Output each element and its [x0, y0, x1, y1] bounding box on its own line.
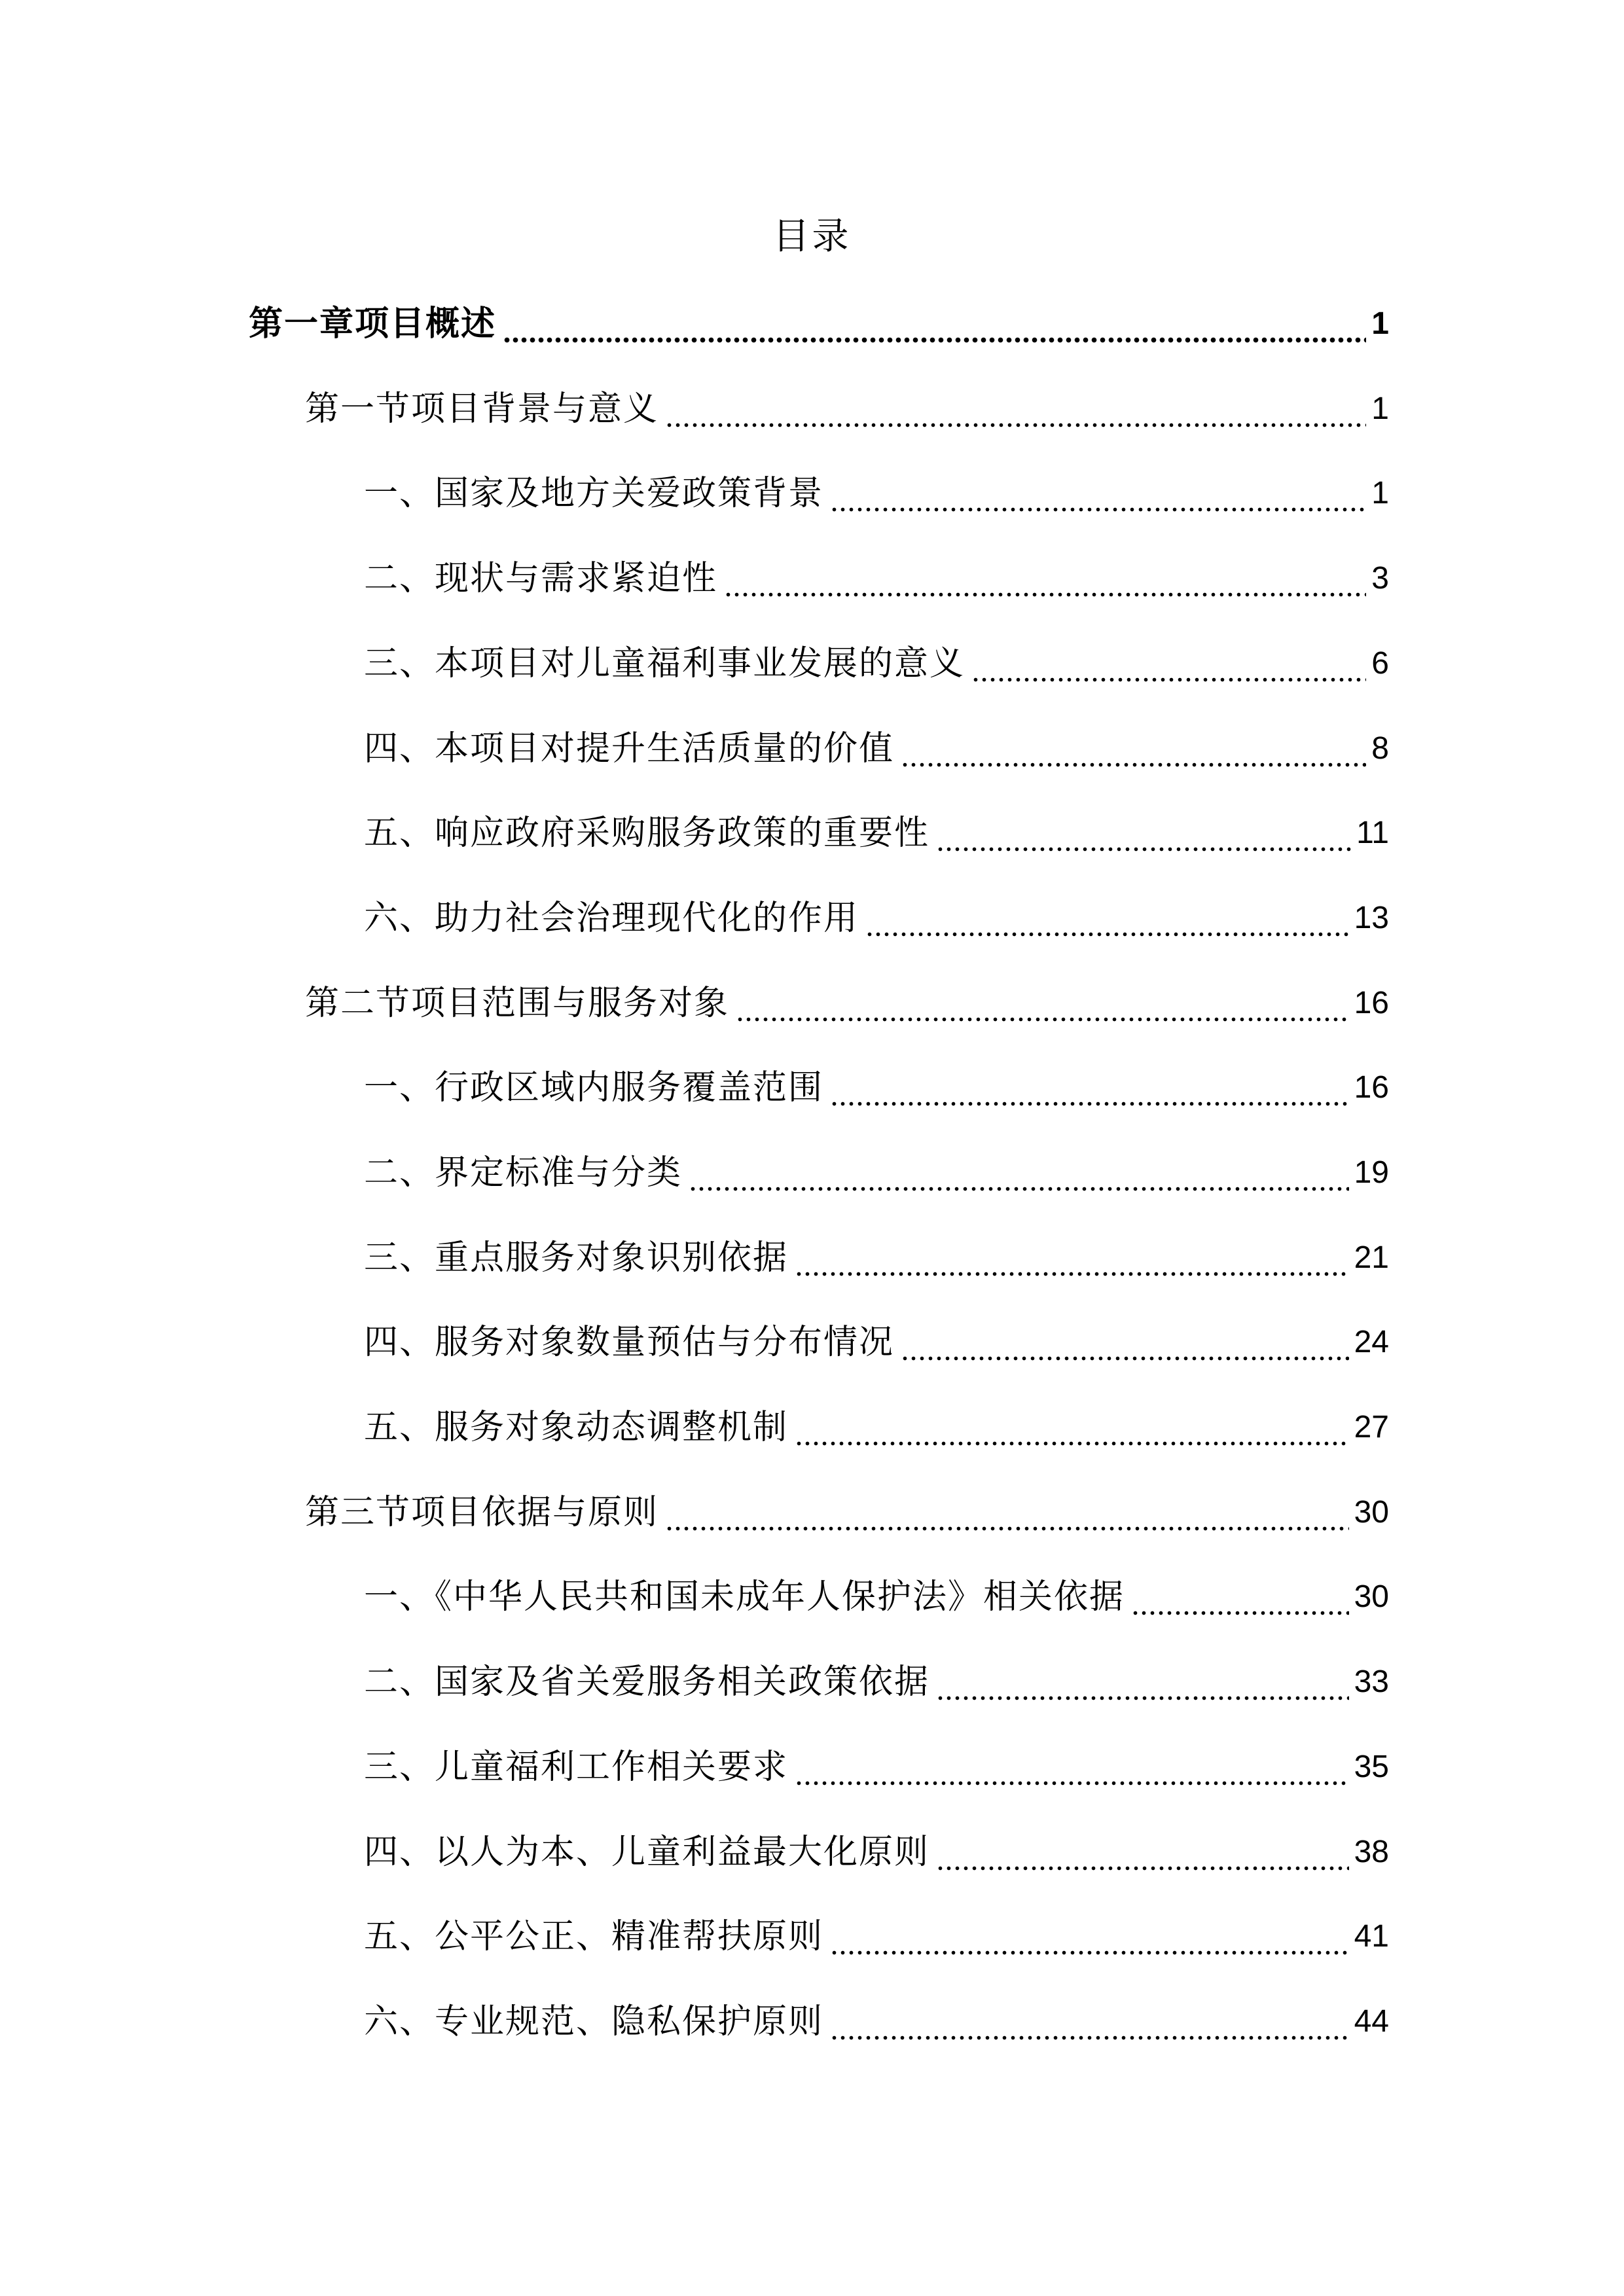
toc-dot-leader: [689, 1147, 1349, 1199]
toc-entry-text: 一、国家及地方关爱政策背景: [364, 474, 824, 513]
toc-entry-text: 六、专业规范、隐私保护原则: [364, 2002, 824, 2041]
toc-entry[interactable]: [364, 1401, 1389, 1454]
toc-page-number: 16: [1354, 986, 1389, 1020]
toc-dot-leader: [724, 552, 1366, 605]
toc-entry-text: 二、国家及省关爱服务相关政策依据: [364, 1662, 930, 1702]
toc-dot-leader: [795, 1741, 1349, 1793]
toc-entry-text: 第二节项目范围与服务对象: [305, 984, 730, 1023]
toc-page-number: 1: [1371, 476, 1389, 511]
toc-page-number: 24: [1354, 1325, 1389, 1359]
toc-entry[interactable]: [364, 637, 1389, 690]
toc-entry[interactable]: [364, 892, 1389, 944]
toc-entry-text: 一、行政区域内服务覆盖范围: [364, 1068, 824, 1107]
toc-entry-text: 五、响应政府采购服务政策的重要性: [364, 814, 930, 853]
toc-page-number: 44: [1354, 2004, 1389, 2039]
toc-entry[interactable]: [249, 298, 1389, 350]
toc-entry[interactable]: [364, 723, 1389, 775]
toc-entry[interactable]: [364, 1996, 1389, 2048]
toc-entry-text: 三、儿童福利工作相关要求: [364, 1748, 789, 1787]
toc-title: 目录: [772, 215, 852, 258]
toc-dot-leader: [936, 1656, 1349, 1708]
toc-entry[interactable]: [364, 552, 1389, 605]
toc-page-number: 35: [1354, 1749, 1389, 1784]
toc-entry-text: 二、现状与需求紧迫性: [364, 559, 718, 598]
toc-page-number: 21: [1354, 1240, 1389, 1275]
toc-dot-leader: [830, 1910, 1349, 1963]
toc-dot-leader: [936, 1826, 1349, 1878]
toc-dot-leader: [830, 1996, 1349, 2048]
toc-dot-leader: [901, 1316, 1349, 1369]
toc-page-number: 6: [1371, 646, 1389, 681]
toc-entry-text: 三、本项目对儿童福利事业发展的意义: [364, 644, 965, 683]
toc-entry[interactable]: [364, 1147, 1389, 1199]
toc-page-number: 1: [1371, 391, 1389, 426]
toc-page-number: 16: [1354, 1070, 1389, 1105]
toc-dot-leader: [665, 383, 1366, 435]
toc-dot-leader: [795, 1232, 1349, 1284]
toc-entry-text: 二、界定标准与分类: [364, 1153, 683, 1193]
toc-page-number: 41: [1354, 1919, 1389, 1954]
toc-page-number: 33: [1354, 1664, 1389, 1699]
toc-page-number: 19: [1354, 1155, 1389, 1190]
toc-page-number: 38: [1354, 1835, 1389, 1869]
toc-entry-text: 四、服务对象数量预估与分布情况: [364, 1323, 895, 1362]
toc-entry-text: 四、以人为本、儿童利益最大化原则: [364, 1833, 930, 1872]
toc-entry-text: 一、《中华人民共和国未成年人保护法》相关依据: [364, 1577, 1125, 1617]
toc-entry[interactable]: [364, 1062, 1389, 1114]
toc-entry-text: 五、服务对象动态调整机制: [364, 1408, 789, 1447]
toc-dot-leader: [936, 807, 1351, 859]
toc-entry[interactable]: [364, 1910, 1389, 1963]
toc-dot-leader: [830, 467, 1366, 520]
toc-page-number: 8: [1371, 731, 1389, 766]
toc-entry-text: 六、助力社会治理现代化的作用: [364, 899, 859, 938]
toc-page-number: 30: [1354, 1579, 1389, 1614]
toc-dot-leader: [830, 1062, 1349, 1114]
toc-dot-leader: [971, 637, 1366, 690]
toc-entry-text: 四、本项目对提升生活质量的价值: [364, 729, 895, 768]
toc-entry-text: 第三节项目依据与原则: [305, 1493, 659, 1532]
toc-dot-leader: [665, 1486, 1349, 1539]
toc-entry[interactable]: [364, 1741, 1389, 1793]
toc-entry-text: 五、公平公正、精准帮扶原则: [364, 1917, 824, 1956]
toc-page-number: 1: [1371, 306, 1389, 341]
toc-page-number: 13: [1354, 901, 1389, 935]
toc-entry[interactable]: [305, 383, 1389, 435]
toc-dot-leader: [736, 977, 1349, 1030]
toc-entry[interactable]: [305, 1486, 1389, 1539]
toc-entry[interactable]: [364, 1656, 1389, 1708]
toc-dot-leader: [1131, 1571, 1349, 1623]
toc-dot-leader: [795, 1401, 1349, 1454]
toc-entry[interactable]: [364, 1571, 1389, 1623]
toc-entry[interactable]: [364, 1232, 1389, 1284]
toc-page-number: 3: [1371, 561, 1389, 596]
toc-entry-text: 第一章项目概述: [249, 304, 497, 344]
toc-page-number: 11: [1356, 816, 1389, 850]
toc-entry-text: 三、重点服务对象识别依据: [364, 1238, 789, 1278]
toc-dot-leader: [865, 892, 1349, 944]
toc-entry-text: 第一节项目背景与意义: [305, 389, 659, 429]
toc-entry[interactable]: [364, 807, 1389, 859]
toc-entry[interactable]: [364, 467, 1389, 520]
toc-dot-leader: [503, 298, 1366, 350]
toc-dot-leader: [901, 723, 1366, 775]
toc-page-number: 27: [1354, 1410, 1389, 1444]
toc-entry[interactable]: [364, 1826, 1389, 1878]
toc-entry[interactable]: [305, 977, 1389, 1030]
toc-entry[interactable]: [364, 1316, 1389, 1369]
toc-page-number: 30: [1354, 1495, 1389, 1530]
